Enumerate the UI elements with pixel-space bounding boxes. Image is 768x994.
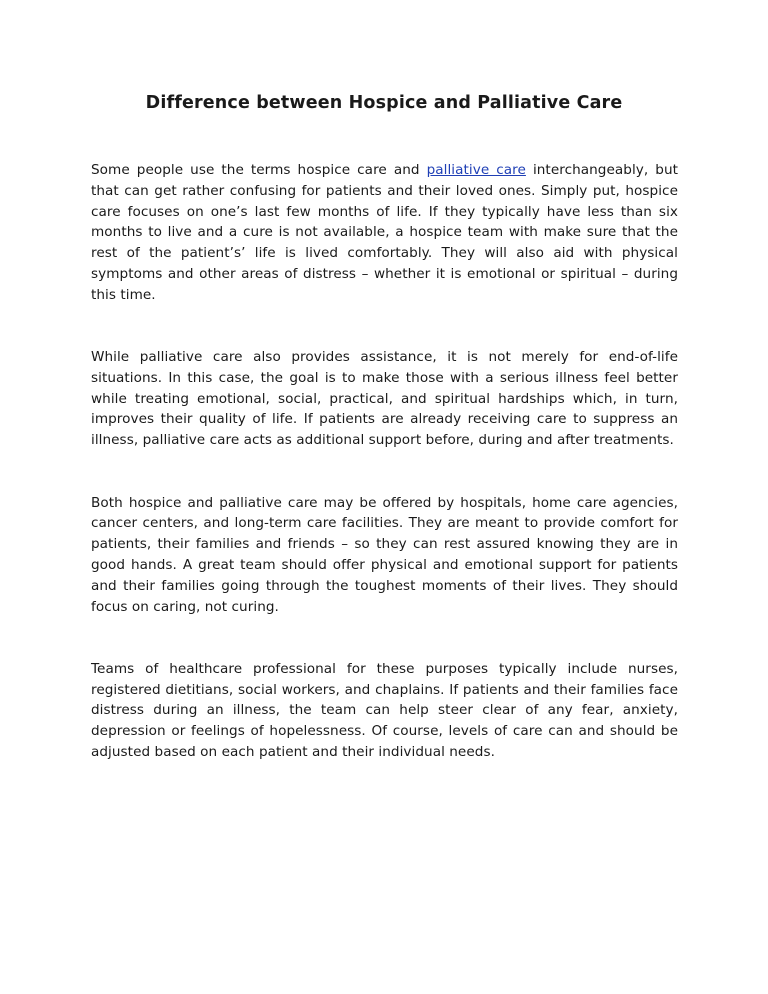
paragraph-1 <box>91 160 678 306</box>
document-title: Difference between Hospice and Palliative Care <box>145 93 623 113</box>
paragraph-1-text-before-link: Some people use the terms hospice care and <box>91 162 427 178</box>
paragraph-4: Teams of healthcare professional for these purposes typically include nurses, registered dietitians, social workers, and chaplains. If patients and their families face distress during an illness, the team can help steer clear of any fear, anxiety, depression or feelings of hopelessness. Of course, levels of care can and should be adjusted based on each patient and their individual needs. <box>91 660 678 761</box>
paragraph-3: Both hospice and palliative care may be offered by hospitals, home care agencies, cancer centers, and long-term care facilities. They are meant to provide comfort for patients, their families and friends – so they can rest assured knowing they are in good hands. A great team should offer physical and emotional support for patients and their families going through the toughest moments of their lives. They should focus on caring, not curing. <box>91 494 678 615</box>
paragraph-2: While palliative care also provides assistance, it is not merely for end-of-life situations. In this case, the goal is to make those with a serious illness feel better while treating emotional, social, practical, and spiritual hardships which, in turn, improves their quality of life. If patients are already receiving care to suppress an illness, palliative care acts as additional support before, during and after treatments. <box>91 349 678 449</box>
palliative-care-link[interactable]: palliative care <box>426 162 526 178</box>
document-body <box>91 160 678 763</box>
paragraph-1-text-after-link: interchangeably, but that can get rather confusing for patients and their loved ones. Simply put, hospice care focuses on one’s last few months of life. If they typically have less than six months to live and a cure is not available, a hospice team with make sure that the rest of the patient’s’ life is lived comfortably. They will also aid with physical symptoms and other areas of distress – whether it is emotional or spiritual – during this time. <box>91 162 678 303</box>
